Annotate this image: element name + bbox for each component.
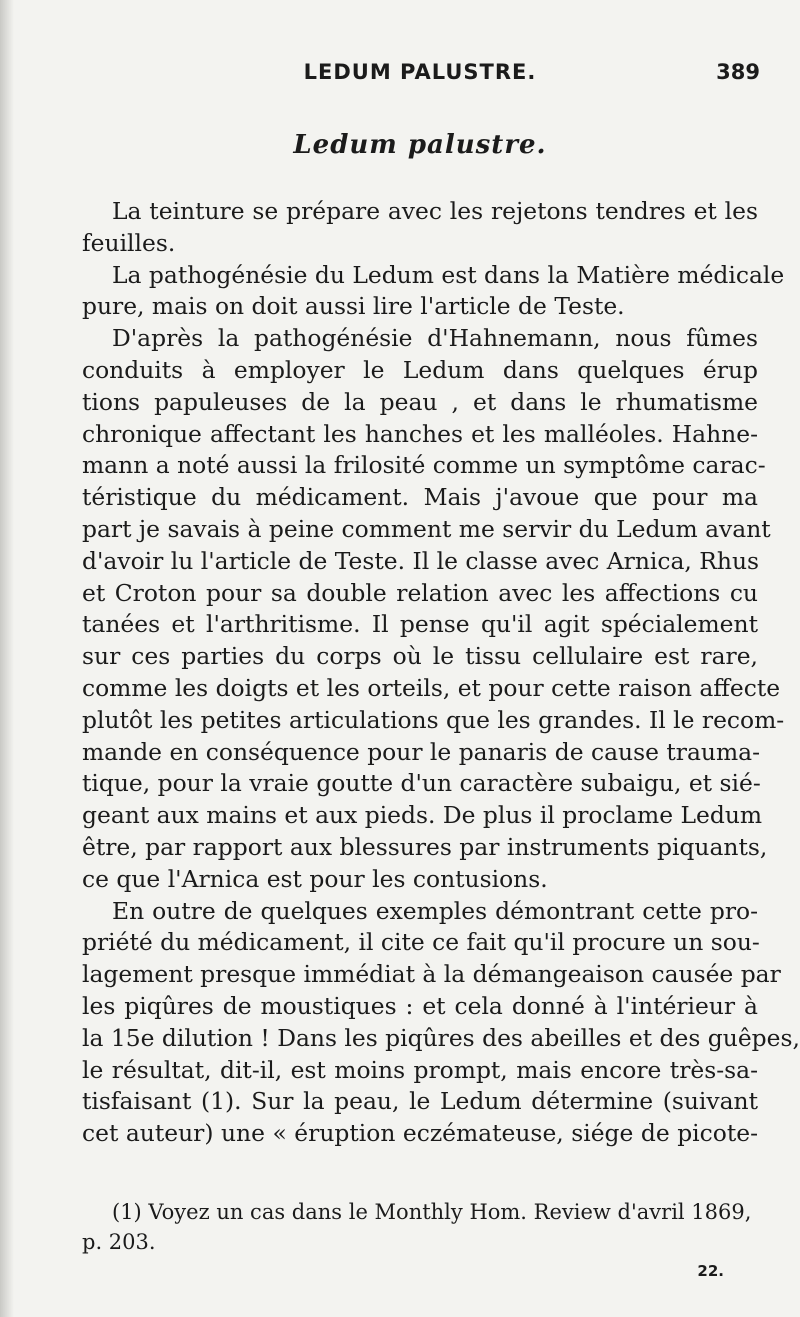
text-line: lagement presque immédiat à la démangeaison causée par [82,960,781,989]
text-line: les piqûres de moustiques : et cela donné à l'intérieur à [82,991,758,1020]
text-line: tions papuleuses de la peau , et dans le rhumatisme [82,387,758,416]
page-number: 389 [716,60,760,84]
text-line: comme les doigts et les orteils, et pour cette raison affecte [82,673,781,702]
text-line: tique, pour la vraie goutte d'un caractère subaigu, et sié- [82,769,761,798]
text-line: et Croton pour sa double relation avec les affections cu [82,578,758,607]
text-line: La pathogénésie du Ledum est dans la Matière médicale [112,260,785,289]
text-line: La teinture se prépare avec les rejetons tendres et les [112,197,758,225]
signature-mark: 22. [697,1262,724,1280]
text-line: tisfaisant (1). Sur la peau, le Ledum détermine (suivant [82,1087,758,1116]
text-line: mande en conséquence pour le panaris de cause trauma- [82,737,760,766]
text-line: cet auteur) une « éruption eczémateuse, siége de picote- [82,1119,758,1148]
text-line: la 15e dilution ! Dans les piqûres des abeilles et des guêpes, [82,1023,800,1052]
text-line: ce que l'Arnica est pour les contusions. [82,864,548,893]
text-line: sur ces parties du corps où le tissu cellulaire est rare, [82,642,758,671]
text-line: téristique du médicament. Mais j'avoue que pour ma [82,483,758,512]
text-line: chronique affectant les hanches et les malléoles. Hahne- [82,419,758,448]
body-text [82,196,800,1150]
footnote-line: (1) Voyez un cas dans le Monthly Hom. Review d'avril 1869, [112,1200,752,1224]
text-line: mann a noté aussi la frilosité comme un symptôme carac- [82,451,766,480]
text-line: D'après la pathogénésie d'Hahnemann, nous fûmes [112,324,758,353]
text-line: pure, mais on doit aussi lire l'article de Teste. [82,292,625,321]
running-title: LEDUM PALUSTRE. [303,60,537,84]
section-title: Ledum palustre. [293,130,547,160]
text-line: le résultat, dit-il, est moins prompt, mais encore très-sa- [82,1055,758,1084]
text-line: En outre de quelques exemples démontrant cette pro- [112,896,758,925]
text-line: feuilles. [82,228,176,257]
text-line: part je savais à peine comment me servir du Ledum avant [82,514,771,543]
text-line: plutôt les petites articulations que les grandes. Il le recom- [82,705,785,734]
text-line: conduits à employer le Ledum dans quelques érup [82,355,758,384]
text-line: tanées et l'arthritisme. Il pense qu'il agit spécialement [82,610,758,639]
text-line: être, par rapport aux blessures par instruments piquants, [82,832,768,861]
page-header [80,60,760,90]
text-line: d'avoir lu l'article de Teste. Il le classe avec Arnica, Rhus [82,546,760,575]
text-line: geant aux mains et aux pieds. De plus il proclame Ledum [82,801,763,830]
footnote [82,1197,758,1257]
footnote-line: p. 203. [82,1230,156,1254]
page-gutter-shadow [0,0,14,1317]
text-line: priété du médicament, il cite ce fait qu'il procure un sou- [82,928,760,957]
